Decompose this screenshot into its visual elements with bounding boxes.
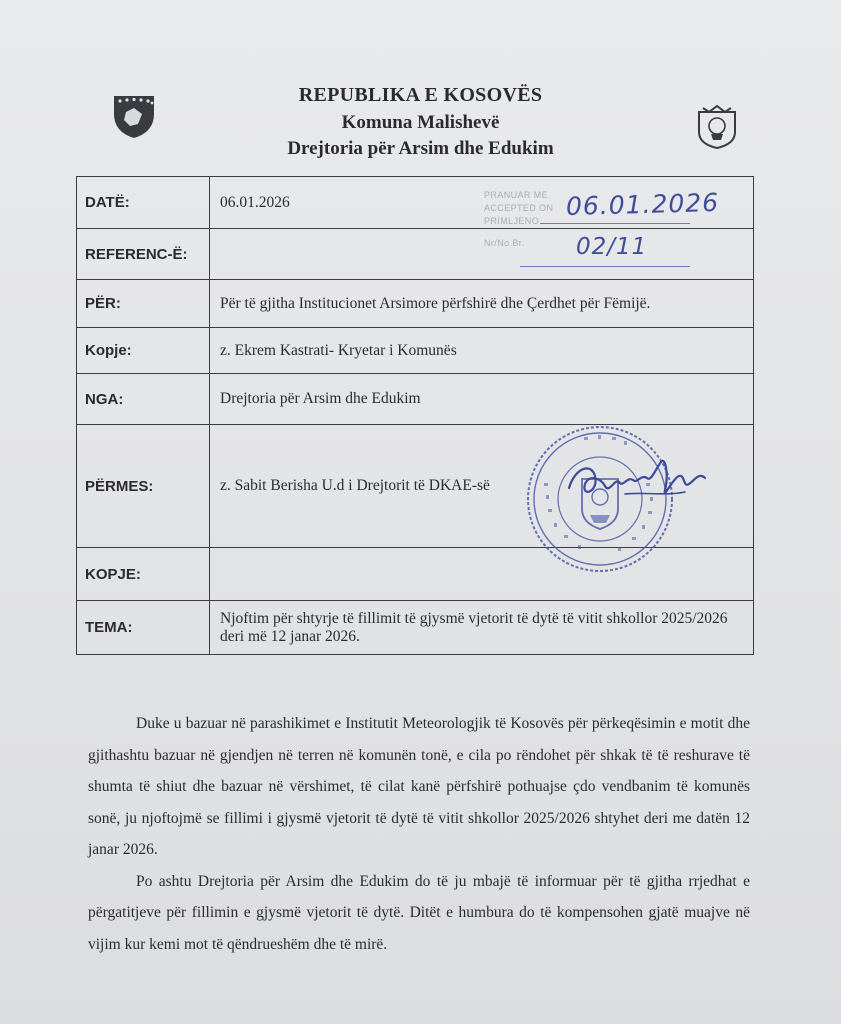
header-directorate: Drejtoria për Arsim dhe Edukim [287,138,554,159]
header-country: REPUBLIKA E KOSOVËS [298,84,543,106]
body-paragraph-2: Po ashtu Drejtoria për Arsim dhe Edukim do të ju mbajë të informuar për të gjitha rrjedhat e përgatitjeve për fillimin e gjysmë vjetorit të dytë. Ditët e humbura do të kompensohen gjatë muajve në vijim kur kemi mot të qëndrueshëm dhe të mirë. [88,872,750,953]
row-label-reference: REFERENC-Ë: [77,229,210,280]
body-paragraph-1: Duke u bazuar në parashikimet e Institutit Meteorologjik të Kosovës për përkeqësimin e motit dhe gjithashtu bazuar në gjendjen në terren në komunën tonë, e cila po rëndohet për shkak të të reshurave të shumta të shiut dhe bazuar në vërshimet, të cilat kanë përfshirë pothuajse çdo vendbanim të komunës sonë, ju njoftojmë se fillimi i gjysmë vjetorit të dytë të vitit shkollor 2025/2026 shtyhet deri me datën 12 janar 2026. [88,715,750,858]
document-info-table [76,176,754,655]
row-label-copy-2: KOPJE: [77,548,210,601]
row-label-subject: TEMA: [77,601,210,655]
received-stamp-line: ACCEPTED ON [484,203,554,213]
received-stamp-line: PRIMLJENO [484,216,540,226]
row-value-to: Për të gjitha Institucionet Arsimore përfshirë dhe Çerdhet për Fëmijë. [210,280,754,328]
received-stamp-line: PRANUAR ME [484,190,549,200]
row-label-to: PËR: [77,280,210,328]
table-row [77,374,754,425]
row-value-subject: Njoftim për shtyrje të fillimit të gjysmë vjetorit të dytë të vitit shkollor 2025/2026 deri më 12 janar 2026. [210,601,754,655]
row-label-copy: Kopje: [77,328,210,374]
table-row [77,328,754,374]
received-stamp [484,189,553,250]
letter-body [88,708,750,960]
row-label-via: PËRMES: [77,425,210,548]
handwritten-reference: 02/11 [576,234,648,260]
row-value-from: Drejtoria për Arsim dhe Edukim [210,374,754,425]
row-value-via: z. Sabit Berisha U.d i Drejtorit të DKAE-së [210,425,754,548]
header-municipality: Komuna Malishevë [341,112,500,133]
row-value-date: 06.01.2026 [210,177,754,229]
received-stamp-line: Nr/No.Br. [484,238,525,248]
handwritten-signature-icon [565,448,715,518]
table-row [77,601,754,655]
row-value-copy: z. Ekrem Kastrati- Kryetar i Komunës [210,328,754,374]
stamp-underline [540,223,690,224]
handwritten-date: 06.01.2026 [565,188,720,221]
table-row [77,229,754,280]
row-label-date: DATË: [77,177,210,229]
row-value-reference [210,229,754,280]
row-label-from: NGA: [77,374,210,425]
table-row [77,280,754,328]
stamp-underline [520,266,690,267]
